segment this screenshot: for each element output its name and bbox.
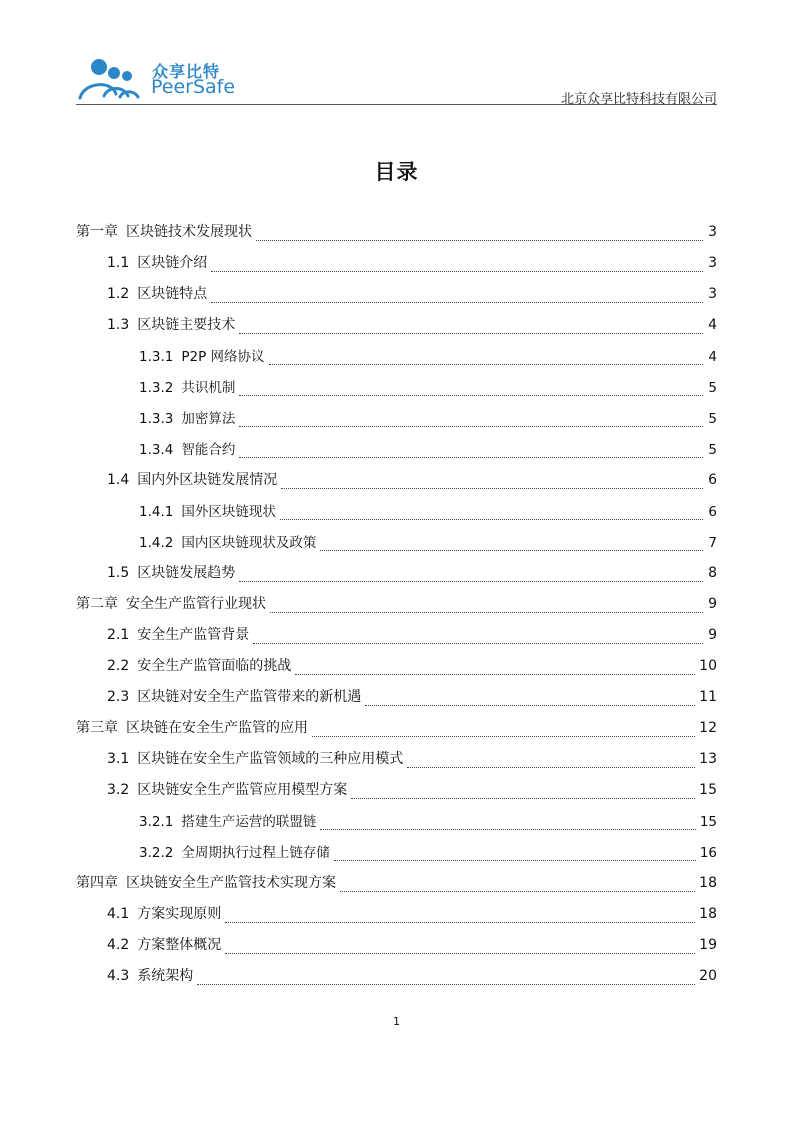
toc-entry-title: 区块链在安全生产监管领域的三种应用模式 (137, 751, 404, 767)
toc-entry[interactable] (76, 748, 717, 779)
toc-entry-number: 2.2 (107, 658, 130, 674)
toc-entry-page: 20 (699, 968, 717, 984)
toc-entry[interactable] (76, 872, 717, 903)
toc-entry-page: 18 (699, 906, 717, 922)
table-of-contents (76, 221, 717, 996)
toc-entry-title: 区块链介绍 (137, 255, 208, 271)
toc-leader-dots (365, 705, 695, 706)
toc-entry-page: 7 (708, 535, 717, 551)
toc-entry-number: 1.3.4 (139, 442, 174, 458)
toc-entry-title: 区块链技术发展现状 (126, 224, 252, 240)
toc-entry-number: 1.4.2 (139, 535, 174, 551)
toc-entry-title: P2P 网络协议 (181, 349, 265, 365)
toc-entry[interactable] (76, 500, 717, 531)
toc-entry[interactable] (76, 283, 717, 314)
toc-entry-page: 4 (708, 349, 717, 365)
toc-entry-title: 国外区块链现状 (181, 504, 276, 520)
toc-entry-number: 4.1 (107, 906, 130, 922)
toc-leader-dots (225, 953, 695, 954)
toc-entry[interactable] (76, 221, 717, 252)
logo-english-name: PeerSafe (151, 76, 236, 98)
toc-entry-page: 3 (708, 286, 717, 302)
toc-entry-number: 3.2.2 (139, 845, 174, 861)
toc-entry-page: 19 (699, 937, 717, 953)
toc-entry-title: 全周期执行过程上链存储 (181, 845, 330, 861)
toc-entry-number: 2.3 (107, 689, 130, 705)
toc-leader-dots (320, 550, 703, 551)
toc-entry-number: 2.1 (107, 627, 130, 643)
toc-leader-dots (312, 736, 695, 737)
toc-entry[interactable] (76, 345, 717, 376)
toc-entry[interactable] (76, 376, 717, 407)
toc-entry-title: 智能合约 (181, 442, 236, 458)
page-title: 目录 (374, 160, 419, 184)
toc-entry[interactable] (76, 469, 717, 500)
toc-entry-title: 安全生产监管行业现状 (126, 596, 266, 612)
toc-entry-number: 第三章 (76, 720, 118, 736)
toc-entry-title: 区块链发展趋势 (137, 565, 236, 581)
toc-entry-number: 1.1 (107, 255, 130, 271)
toc-entry-number: 3.2 (107, 782, 130, 798)
toc-entry-title: 搭建生产运营的联盟链 (181, 814, 317, 830)
toc-leader-dots (239, 426, 703, 427)
toc-entry[interactable] (76, 934, 717, 965)
toc-entry-page: 6 (708, 472, 717, 488)
toc-entry[interactable] (76, 314, 717, 345)
toc-leader-dots (280, 519, 703, 520)
toc-entry-page: 12 (699, 720, 717, 736)
toc-leader-dots (295, 674, 695, 675)
page-number: 1 (393, 1015, 400, 1028)
toc-entry-number: 1.3.1 (139, 349, 174, 365)
toc-entry[interactable] (76, 810, 717, 841)
toc-leader-dots (351, 798, 695, 799)
toc-leader-dots (239, 333, 703, 334)
toc-entry-page: 8 (708, 565, 717, 581)
toc-entry[interactable] (76, 903, 717, 934)
toc-leader-dots (281, 488, 703, 489)
toc-entry-title: 国内区块链现状及政策 (181, 535, 317, 551)
toc-entry-page: 5 (708, 380, 717, 396)
toc-entry-page: 13 (699, 751, 717, 767)
toc-entry-title: 安全生产监管背景 (137, 627, 250, 643)
toc-entry-page: 10 (699, 658, 717, 674)
toc-entry-title: 共识机制 (181, 380, 236, 396)
toc-leader-dots (239, 395, 703, 396)
toc-entry-title: 区块链安全生产监管应用模型方案 (137, 782, 348, 798)
toc-entry-page: 6 (708, 504, 717, 520)
toc-entry[interactable] (76, 438, 717, 469)
toc-entry[interactable] (76, 655, 717, 686)
toc-entry-page: 3 (708, 224, 717, 240)
toc-entry[interactable] (76, 593, 717, 624)
toc-entry[interactable] (76, 531, 717, 562)
toc-leader-dots (270, 612, 703, 613)
toc-entry[interactable] (76, 965, 717, 996)
toc-leader-dots (253, 643, 703, 644)
toc-entry-page: 9 (708, 596, 717, 612)
company-logo (78, 56, 258, 102)
toc-entry-title: 区块链主要技术 (137, 317, 236, 333)
toc-leader-dots (334, 860, 696, 861)
toc-entry-page: 15 (699, 782, 717, 798)
toc-entry-number: 4.3 (107, 968, 130, 984)
toc-leader-dots (211, 302, 703, 303)
toc-entry-title: 方案实现原则 (137, 906, 222, 922)
toc-entry-page: 4 (708, 317, 717, 333)
toc-entry-page: 3 (708, 255, 717, 271)
toc-leader-dots (211, 271, 703, 272)
toc-entry[interactable] (76, 779, 717, 810)
toc-entry-title: 区块链对安全生产监管带来的新机遇 (137, 689, 362, 705)
toc-entry[interactable] (76, 624, 717, 655)
toc-entry-number: 1.4.1 (139, 504, 174, 520)
toc-leader-dots (239, 457, 703, 458)
toc-entry-number: 1.4 (107, 472, 130, 488)
toc-entry[interactable] (76, 686, 717, 717)
toc-leader-dots (320, 829, 695, 830)
people-logo-icon (78, 56, 150, 102)
toc-entry-number: 1.3.3 (139, 411, 174, 427)
toc-entry-page: 11 (699, 689, 717, 705)
toc-entry[interactable] (76, 252, 717, 283)
toc-entry-number: 第一章 (76, 224, 118, 240)
toc-entry-title: 安全生产监管面临的挑战 (137, 658, 292, 674)
toc-entry-number: 1.3.2 (139, 380, 174, 396)
toc-entry-title: 方案整体概况 (137, 937, 222, 953)
toc-leader-dots (239, 581, 703, 582)
toc-entry-page: 5 (708, 442, 717, 458)
toc-entry-number: 第四章 (76, 875, 118, 891)
toc-entry[interactable] (76, 841, 717, 872)
toc-leader-dots (197, 984, 695, 985)
toc-entry-number: 1.5 (107, 565, 130, 581)
toc-entry-title: 区块链特点 (137, 286, 208, 302)
toc-entry-page: 5 (708, 411, 717, 427)
toc-entry-title: 区块链在安全生产监管的应用 (126, 720, 308, 736)
toc-entry-page: 18 (699, 875, 717, 891)
toc-entry-number: 1.2 (107, 286, 130, 302)
toc-entry-page: 15 (699, 814, 717, 830)
toc-entry[interactable] (76, 562, 717, 593)
toc-entry-number: 1.3 (107, 317, 130, 333)
toc-entry-title: 系统架构 (137, 968, 194, 984)
toc-entry-title: 加密算法 (181, 411, 236, 427)
toc-entry-title: 国内外区块链发展情况 (137, 472, 278, 488)
toc-leader-dots (340, 891, 695, 892)
toc-entry-page: 16 (699, 845, 717, 861)
header-divider (76, 104, 717, 105)
toc-entry-number: 3.1 (107, 751, 130, 767)
toc-entry-page: 9 (708, 627, 717, 643)
toc-entry-number: 4.2 (107, 937, 130, 953)
toc-entry[interactable] (76, 407, 717, 438)
toc-entry-number: 第二章 (76, 596, 118, 612)
toc-entry[interactable] (76, 717, 717, 748)
toc-leader-dots (269, 364, 703, 365)
toc-leader-dots (256, 240, 703, 241)
toc-entry-title: 区块链安全生产监管技术实现方案 (126, 875, 336, 891)
company-name: 北京众享比特科技有限公司 (560, 92, 717, 107)
toc-entry-number: 3.2.1 (139, 814, 174, 830)
logo-chinese-name: 众享比特 (152, 62, 221, 81)
toc-leader-dots (225, 922, 695, 923)
toc-leader-dots (407, 767, 695, 768)
